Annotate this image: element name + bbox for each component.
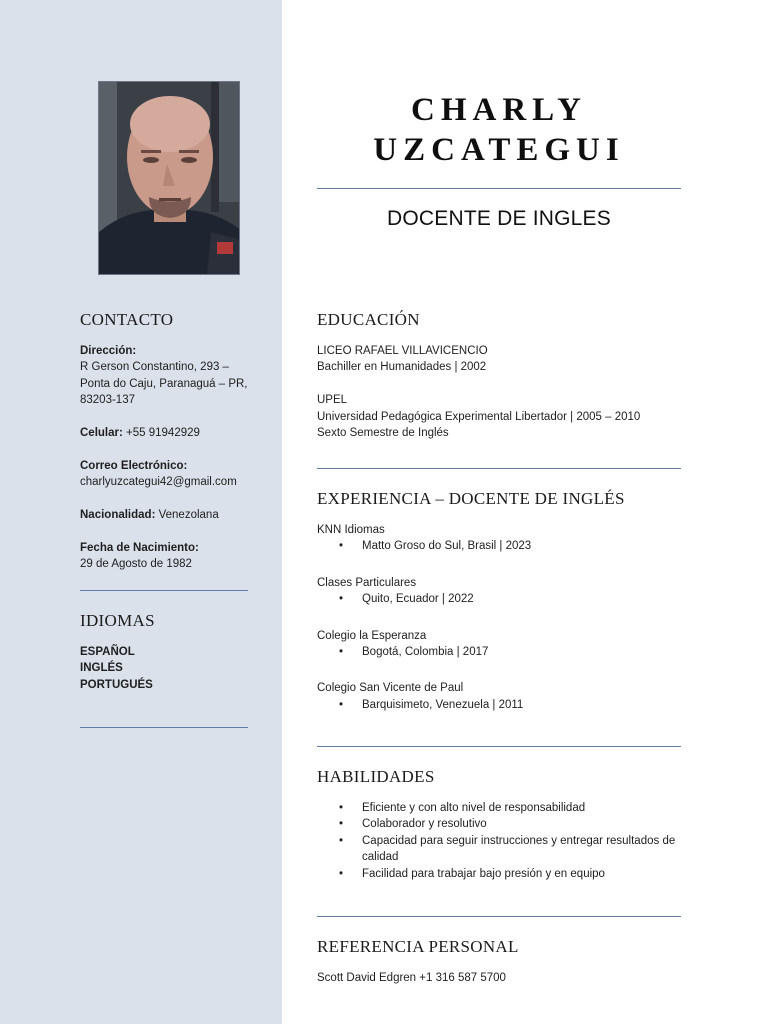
experience-heading: EXPERIENCIA – DOCENTE DE INGLÉS <box>317 489 625 508</box>
first-name: CHARLY <box>411 92 587 128</box>
bullet-icon: • <box>339 867 344 880</box>
bullet-icon: • <box>339 834 344 847</box>
email-label: Correo Electrónico: <box>80 459 188 472</box>
nationality-label: Nacionalidad: <box>80 509 156 522</box>
bullet-icon: • <box>339 802 344 814</box>
skills-heading: HABILIDADES <box>317 767 435 786</box>
skill-item: • Eficiente y con alto nivel de responsabilidad <box>317 800 683 816</box>
employer-name: Colegio San Vicente de Paul <box>317 682 464 695</box>
profile-photo <box>98 81 240 275</box>
address-block <box>80 343 265 409</box>
job-detail: • Matto Groso do Sul, Brasil | 2023 <box>317 538 687 554</box>
school-name: UPEL <box>317 394 348 407</box>
skill-item: • Capacidad para seguir instrucciones y entregar resultados de calidad <box>339 834 676 864</box>
email-block <box>80 458 265 491</box>
experience-list <box>317 522 687 733</box>
job-detail: • Bogotá, Colombia | 2017 <box>317 644 687 660</box>
section-divider <box>317 468 681 469</box>
phone-label: Celular: <box>80 427 123 440</box>
contact-details <box>80 343 265 573</box>
job-title: DOCENTE DE INGLES <box>387 207 611 230</box>
address-line: R Gerson Constantino, 293 – <box>80 361 229 374</box>
reference-text: Scott David Edgren +1 316 587 5700 <box>317 972 506 984</box>
language-item: ESPAÑOL <box>80 646 135 658</box>
address-line: 83203-137 <box>80 394 135 407</box>
sidebar-divider <box>80 727 248 728</box>
sidebar-divider <box>80 590 248 591</box>
last-name: UZCATEGUI <box>373 132 625 168</box>
school-name: LICEO RAFAEL VILLAVICENCIO <box>317 345 488 357</box>
education-heading: EDUCACIÓN <box>317 310 420 329</box>
full-name <box>317 90 681 170</box>
birth-block <box>80 540 265 573</box>
education-detail: Bachiller en Humanidades | 2002 <box>317 361 487 374</box>
employer-name: KNN Idiomas <box>317 524 385 536</box>
bullet-icon: • <box>339 646 344 659</box>
education-entry <box>317 392 687 441</box>
bullet-icon: • <box>339 818 344 831</box>
job-entry <box>317 575 687 608</box>
job-entry <box>317 628 687 661</box>
job-entry <box>317 522 687 555</box>
address-label: Dirección: <box>80 345 137 357</box>
employer-name: Colegio la Esperanza <box>317 629 427 642</box>
employer-name: Clases Particulares <box>317 576 417 589</box>
languages-list <box>80 644 265 693</box>
address-line: Ponta do Caju, Paranaguá – PR, <box>80 377 248 390</box>
header-divider <box>317 188 681 189</box>
birth-label: Fecha de Nacimiento: <box>80 541 199 554</box>
bullet-icon: • <box>339 698 344 711</box>
education-list <box>317 343 687 441</box>
job-detail: • Quito, Ecuador | 2022 <box>317 591 687 607</box>
nationality-value: Venezolana <box>158 509 219 522</box>
language-item: PORTUGUÉS <box>80 678 153 691</box>
bullet-icon: • <box>339 540 344 553</box>
phone-value: +55 91942929 <box>126 427 200 440</box>
education-entry <box>317 343 687 376</box>
bullet-icon: • <box>339 593 344 606</box>
reference-heading: REFERENCIA PERSONAL <box>317 937 519 956</box>
phone-block <box>80 425 265 441</box>
education-detail: Universidad Pedagógica Experimental Libertador | 2005 – 2010 <box>317 410 641 423</box>
skills-list <box>317 800 683 882</box>
job-entry <box>317 680 687 713</box>
birth-value: 29 de Agosto de 1982 <box>80 558 192 571</box>
section-divider <box>317 916 681 917</box>
language-item: INGLÉS <box>80 662 123 675</box>
education-detail: Sexto Semestre de Inglés <box>317 427 449 440</box>
skill-item: • Colaborador y resolutivo <box>317 816 683 832</box>
section-divider <box>317 746 681 747</box>
skill-item: • Facilidad para trabajar bajo presión y en equipo <box>317 866 683 882</box>
job-detail: • Barquisimeto, Venezuela | 2011 <box>317 697 687 713</box>
languages-heading: IDIOMAS <box>80 611 155 630</box>
email-value: charlyuzcategui42@gmail.com <box>80 476 237 489</box>
contact-heading: CONTACTO <box>80 310 174 329</box>
nationality-block <box>80 507 265 523</box>
